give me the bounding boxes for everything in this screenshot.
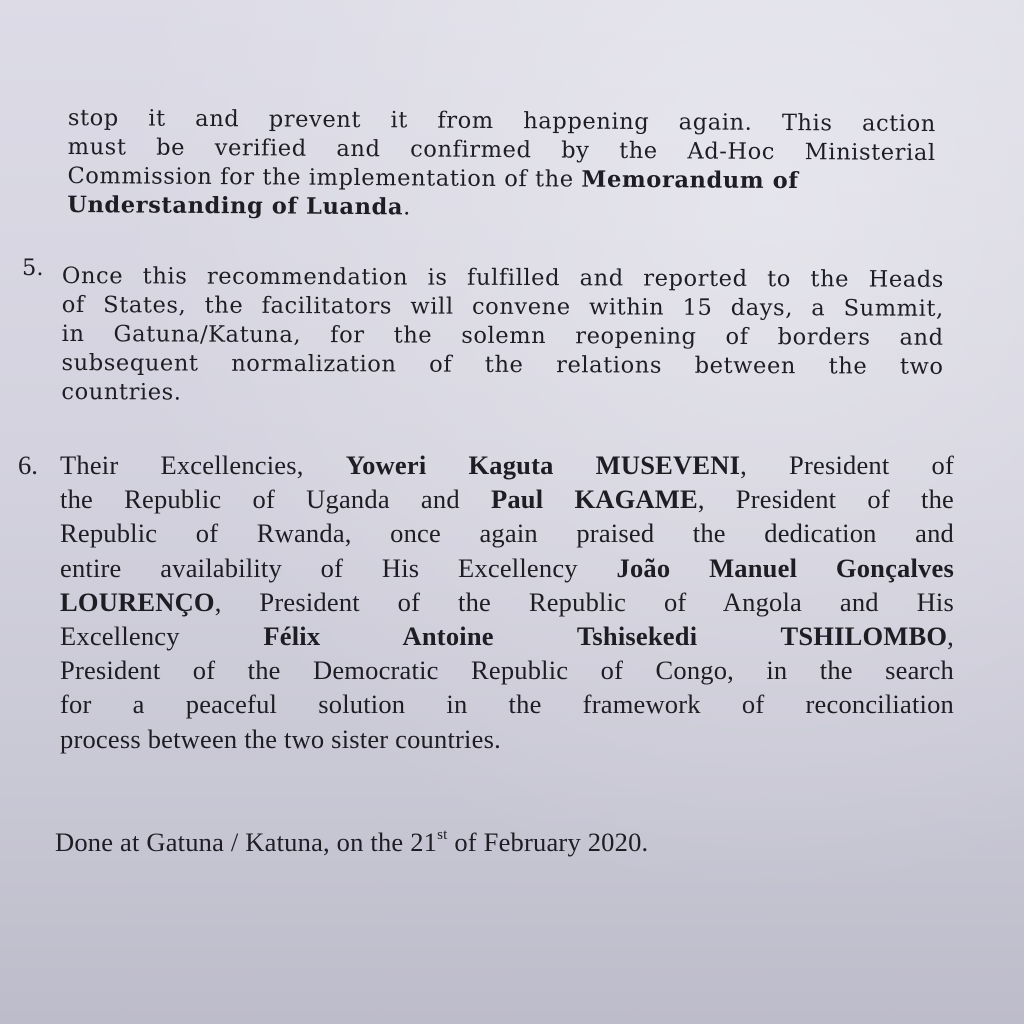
text-run: , President of the (697, 484, 954, 515)
text-line (60, 619, 954, 653)
paragraph-number-6: 6. (18, 450, 38, 480)
text-line (60, 585, 954, 619)
text-run: . (403, 194, 411, 221)
text-run: , President of (740, 450, 955, 480)
text-run: Commission for the implementation of the (67, 162, 574, 193)
text-line: Once this recommendation is fulfilled and reported to the Heads (61, 263, 944, 293)
paragraph-5 (61, 262, 944, 411)
text-line (67, 191, 935, 226)
text-line: President of the Democratic Republic of Congo, in the search (60, 655, 954, 686)
text-run: of February 2020. (447, 827, 649, 857)
text-line: stop it and prevent it from happening again. This action (67, 104, 936, 138)
text-line: of States, the facilitators will convene within 15 days, a Summit, (61, 291, 944, 322)
text-run: Excellency (60, 621, 180, 652)
kagame-name: Paul KAGAME (490, 484, 698, 515)
tshisekedi-name: Félix Antoine Tshisekedi TSHILOMBO (263, 621, 948, 652)
memorandum-term: Memorandum of (581, 166, 799, 195)
text-line (60, 448, 954, 482)
ordinal-suffix: st (437, 827, 448, 843)
paragraph-6 (60, 448, 954, 756)
text-line: Republic of Rwanda, once again praised the dedication and (60, 518, 954, 549)
paragraph-number-5: 5. (22, 255, 44, 281)
paragraph-4-continuation (67, 104, 936, 226)
text-run: , President of the Republic of Angola and His (214, 586, 954, 617)
text-run: Done at Gatuna / Katuna, on the 21 (55, 827, 438, 857)
text-line: in Gatuna/Katuna, for the solemn reopening of borders and (61, 320, 944, 351)
closing-line (55, 826, 915, 858)
text-line (55, 826, 915, 858)
text-run: Their Excellencies, (60, 450, 304, 480)
text-line: countries. (61, 378, 182, 406)
text-line: must be verified and confirmed by the Ad-Hoc Ministerial (67, 133, 936, 167)
text-line: subsequent normalization of the relations between the two (61, 349, 944, 380)
text-line (60, 482, 954, 516)
luanda-term: Understanding of Luanda (67, 191, 404, 221)
museveni-name: Yoweri Kaguta MUSEVENI (345, 450, 741, 480)
lourenco-given-names: João Manuel Gonçalves (616, 552, 954, 583)
text-run: entire availability of His Excellency (60, 552, 578, 583)
text-run: the Republic of Uganda and (60, 484, 460, 515)
text-line (60, 551, 954, 585)
text-line: process between the two sister countries. (60, 723, 501, 754)
text-run: , (947, 621, 954, 652)
text-line: for a peaceful solution in the framework of reconciliation (60, 689, 954, 720)
lourenco-surname: LOURENÇO (60, 586, 215, 617)
